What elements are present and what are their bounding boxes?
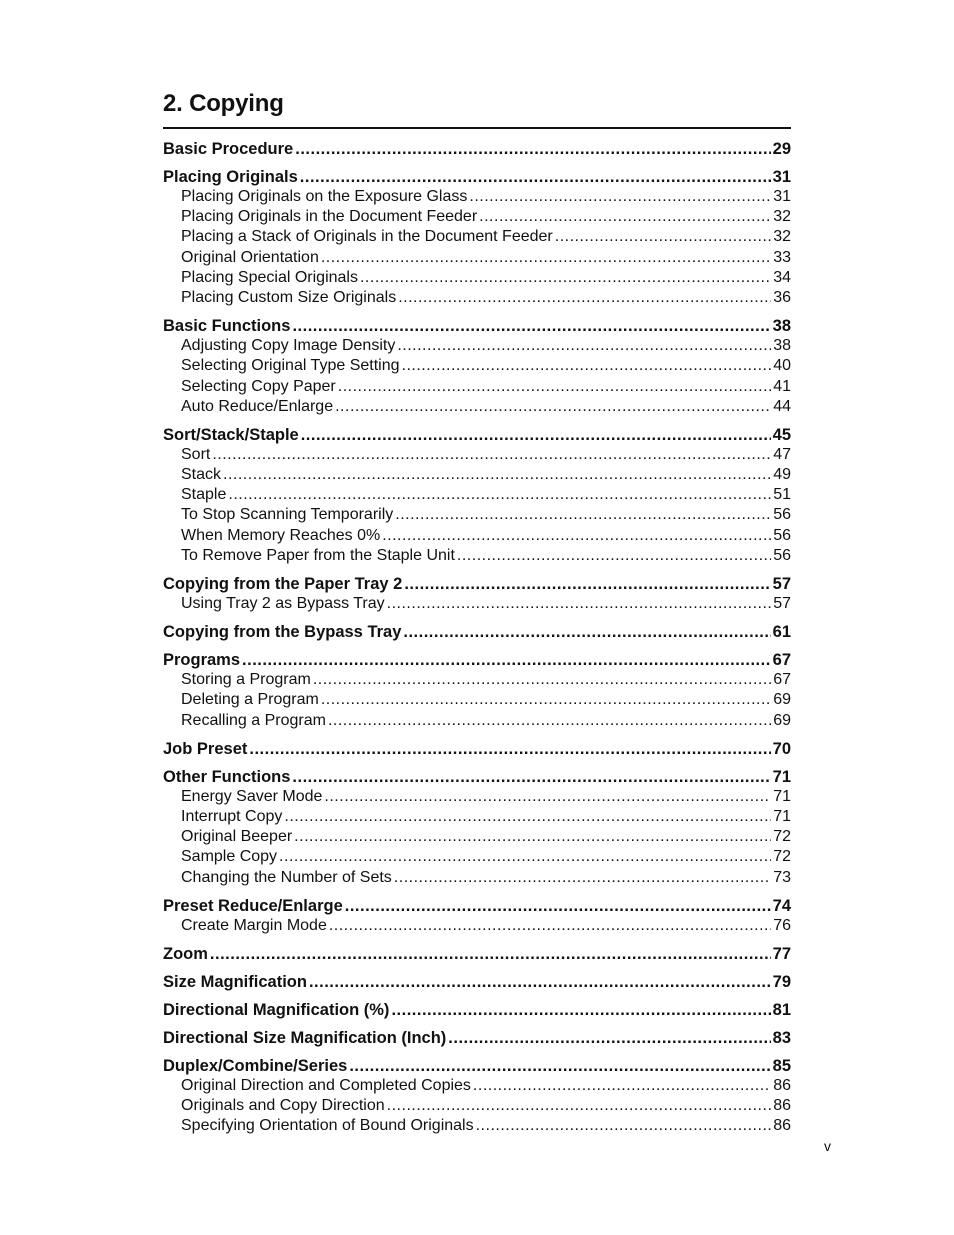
toc-entry-title: Job Preset <box>163 739 248 758</box>
toc-entry-page: 56 <box>773 526 791 544</box>
toc-entry-title: To Remove Paper from the Staple Unit <box>181 546 455 564</box>
toc-subsection-entry[interactable] <box>163 807 791 827</box>
toc-entry-page: 51 <box>773 486 791 504</box>
toc-entry-title: To Stop Scanning Temporarily <box>181 506 394 524</box>
toc-subsection-entry[interactable] <box>163 397 791 417</box>
toc-entry-title: Copying from the Paper Tray 2 <box>163 575 403 593</box>
toc-subsection-entry[interactable] <box>163 1116 791 1136</box>
toc-dot-leader <box>360 268 771 288</box>
toc-subsection-entry[interactable] <box>163 916 791 936</box>
toc-dot-leader <box>212 445 771 465</box>
toc-dot-leader <box>349 1056 770 1076</box>
toc-dot-leader <box>223 465 771 485</box>
toc-subsection-entry[interactable] <box>163 827 791 847</box>
toc-dot-leader <box>345 896 771 916</box>
toc-subsection-entry[interactable] <box>163 465 791 485</box>
toc-subsection-entry[interactable] <box>163 248 791 268</box>
toc-entry-title: Sample Copy <box>181 848 278 866</box>
toc-entry-page: 77 <box>772 944 791 963</box>
toc-dot-leader <box>292 767 770 787</box>
toc-dot-leader <box>403 622 770 642</box>
toc-dot-leader <box>395 505 771 525</box>
toc-subsection-entry[interactable] <box>163 526 791 546</box>
toc-entry-title: Size Magnification <box>163 972 307 991</box>
toc-dot-leader <box>555 227 771 247</box>
toc-entry-title: Selecting Original Type Setting <box>181 357 400 375</box>
toc-subsection-entry[interactable] <box>163 227 791 247</box>
toc-subsection-entry[interactable] <box>163 847 791 867</box>
toc-entry-page: 38 <box>773 337 791 355</box>
toc-entry-page: 86 <box>773 1097 791 1115</box>
toc-dot-leader <box>448 1028 770 1048</box>
toc-entry-page: 40 <box>773 357 791 375</box>
toc-section-entry[interactable] <box>163 622 791 642</box>
toc-entry-page: 45 <box>772 425 791 444</box>
title-divider <box>163 127 791 129</box>
toc-dot-leader <box>457 546 771 566</box>
toc-entry-title: Preset Reduce/Enlarge <box>163 896 343 915</box>
table-of-contents <box>163 137 791 1136</box>
toc-dot-leader <box>301 425 771 445</box>
toc-entry-title: Changing the Number of Sets <box>181 868 392 886</box>
toc-dot-leader <box>469 187 771 207</box>
toc-dot-leader <box>398 288 771 308</box>
toc-dot-leader <box>387 594 772 614</box>
toc-subsection-entry[interactable] <box>163 288 791 308</box>
toc-entry-page: 57 <box>773 595 791 612</box>
toc-dot-leader <box>329 916 771 936</box>
toc-entry-title: Original Beeper <box>181 828 293 846</box>
toc-entry-title: Copying from the Bypass Tray <box>163 623 402 642</box>
toc-entry-title: Adjusting Copy Image Density <box>181 337 396 355</box>
toc-entry-page: 31 <box>773 188 791 205</box>
toc-section-entry[interactable] <box>163 574 791 594</box>
toc-entry-page: 32 <box>773 208 791 226</box>
toc-subsection-entry[interactable] <box>163 690 791 710</box>
toc-entry-title: Sort/Stack/Staple <box>163 425 299 444</box>
toc-entry-title: Create Margin Mode <box>181 916 327 934</box>
toc-entry-title: Placing Originals on the Exposure Glass <box>181 188 468 205</box>
toc-dot-leader <box>335 397 771 417</box>
toc-entry-page: 71 <box>773 807 791 825</box>
toc-section-entry[interactable] <box>163 767 791 787</box>
page-number: v <box>824 1138 831 1154</box>
toc-entry-page: 81 <box>772 1000 791 1019</box>
toc-subsection-entry[interactable] <box>163 1096 791 1116</box>
toc-subsection-entry[interactable] <box>163 546 791 566</box>
toc-entry-page: 32 <box>773 228 791 246</box>
toc-entry-title: Placing Originals in the Document Feeder <box>181 208 478 226</box>
toc-entry-title: Using Tray 2 as Bypass Tray <box>181 595 385 612</box>
chapter-title: 2. Copying <box>163 90 284 117</box>
toc-dot-leader <box>402 356 772 376</box>
toc-entry-page: 38 <box>772 317 791 336</box>
toc-dot-leader <box>249 739 770 759</box>
toc-entry-title: Stack <box>181 466 222 484</box>
toc-subsection-entry[interactable] <box>163 670 791 690</box>
toc-entry-page: 57 <box>772 575 791 593</box>
toc-dot-leader <box>476 1116 772 1136</box>
toc-entry-page: 69 <box>773 691 791 709</box>
toc-section-entry[interactable] <box>163 944 791 964</box>
toc-entry-title: Basic Procedure <box>163 140 294 158</box>
toc-dot-leader <box>321 248 771 268</box>
toc-subsection-entry[interactable] <box>163 594 791 614</box>
toc-entry-title: Auto Reduce/Enlarge <box>181 397 334 415</box>
toc-entry-page: 47 <box>773 445 791 463</box>
toc-entry-title: Original Direction and Completed Copies <box>181 1076 471 1094</box>
toc-subsection-entry[interactable] <box>163 207 791 227</box>
toc-entry-title: When Memory Reaches 0% <box>181 526 381 544</box>
toc-entry-title: Recalling a Program <box>181 711 326 729</box>
toc-entry-page: 74 <box>772 896 791 915</box>
toc-entry-page: 86 <box>773 1117 791 1135</box>
toc-subsection-entry[interactable] <box>163 187 791 207</box>
toc-entry-title: Placing a Stack of Originals in the Document Feeder <box>181 228 553 246</box>
toc-entry-page: 71 <box>773 787 791 805</box>
toc-entry-page: 85 <box>772 1056 791 1075</box>
toc-entry-title: Selecting Copy Paper <box>181 377 336 395</box>
toc-entry-page: 31 <box>772 168 791 186</box>
toc-entry-title: Placing Originals <box>163 168 298 186</box>
toc-dot-leader <box>479 207 771 227</box>
toc-subsection-entry[interactable] <box>163 1076 791 1096</box>
toc-dot-leader <box>295 139 770 159</box>
toc-subsection-entry[interactable] <box>163 377 791 397</box>
toc-dot-leader <box>309 972 771 992</box>
toc-entry-title: Staple <box>181 486 227 504</box>
toc-entry-page: 67 <box>773 671 791 689</box>
toc-subsection-entry[interactable] <box>163 505 791 525</box>
toc-dot-leader <box>382 526 771 546</box>
toc-entry-title: Specifying Orientation of Bound Originals <box>181 1117 474 1135</box>
toc-subsection-entry[interactable] <box>163 268 791 288</box>
toc-entry-title: Directional Magnification (%) <box>163 1000 390 1019</box>
toc-entry-page: 73 <box>773 868 791 886</box>
toc-entry-page: 36 <box>773 288 791 306</box>
toc-entry-page: 79 <box>772 972 791 991</box>
toc-dot-leader <box>394 868 771 888</box>
toc-subsection-entry[interactable] <box>163 336 791 356</box>
toc-entry-title: Originals and Copy Direction <box>181 1097 385 1115</box>
toc-entry-page: 49 <box>773 466 791 484</box>
toc-dot-leader <box>228 485 771 505</box>
toc-entry-page: 67 <box>772 651 791 670</box>
toc-entry-title: Duplex/Combine/Series <box>163 1056 348 1075</box>
toc-section-entry[interactable] <box>163 139 791 159</box>
toc-dot-leader <box>292 316 770 336</box>
toc-entry-page: 29 <box>772 140 791 158</box>
toc-dot-leader <box>328 711 771 731</box>
toc-entry-page: 61 <box>772 623 791 642</box>
toc-entry-page: 44 <box>773 397 791 415</box>
toc-section-entry[interactable] <box>163 739 791 759</box>
toc-entry-title: Zoom <box>163 944 208 963</box>
toc-entry-title: Basic Functions <box>163 317 291 336</box>
toc-section-entry[interactable] <box>163 896 791 916</box>
toc-entry-page: 72 <box>773 848 791 866</box>
toc-section-entry[interactable] <box>163 316 791 336</box>
toc-entry-page: 41 <box>773 377 791 395</box>
toc-entry-page: 69 <box>773 711 791 729</box>
toc-entry-page: 56 <box>773 546 791 564</box>
toc-dot-leader <box>300 167 771 187</box>
toc-subsection-entry[interactable] <box>163 787 791 807</box>
toc-dot-leader <box>391 1000 770 1020</box>
toc-dot-leader <box>473 1076 771 1096</box>
toc-dot-leader <box>279 847 771 867</box>
toc-section-entry[interactable] <box>163 1028 791 1048</box>
toc-entry-page: 34 <box>773 268 791 286</box>
toc-dot-leader <box>397 336 771 356</box>
toc-entry-title: Programs <box>163 651 241 670</box>
toc-section-entry[interactable] <box>163 1056 791 1076</box>
toc-entry-page: 56 <box>773 506 791 524</box>
toc-section-entry[interactable] <box>163 167 791 187</box>
toc-section-entry[interactable] <box>163 425 791 445</box>
toc-entry-page: 86 <box>773 1076 791 1094</box>
toc-dot-leader <box>338 377 771 397</box>
toc-entry-title: Placing Special Originals <box>181 268 358 286</box>
toc-entry-title: Sort <box>181 445 211 463</box>
toc-section-entry[interactable] <box>163 1000 791 1020</box>
toc-entry-page: 72 <box>773 828 791 846</box>
toc-dot-leader <box>313 670 771 690</box>
toc-dot-leader <box>294 827 771 847</box>
toc-subsection-entry[interactable] <box>163 711 791 731</box>
toc-entry-title: Energy Saver Mode <box>181 787 323 805</box>
toc-dot-leader <box>242 650 771 670</box>
toc-subsection-entry[interactable] <box>163 356 791 376</box>
toc-entry-page: 76 <box>773 916 791 934</box>
toc-entry-page: 33 <box>773 248 791 266</box>
toc-dot-leader <box>404 574 770 594</box>
toc-entry-page: 70 <box>772 739 791 758</box>
toc-section-entry[interactable] <box>163 972 791 992</box>
toc-dot-leader <box>321 690 771 710</box>
toc-entry-title: Other Functions <box>163 767 291 786</box>
toc-entry-title: Deleting a Program <box>181 691 319 709</box>
toc-entry-title: Directional Size Magnification (Inch) <box>163 1028 447 1047</box>
toc-dot-leader <box>387 1096 772 1116</box>
toc-entry-title: Placing Custom Size Originals <box>181 288 397 306</box>
toc-dot-leader <box>210 944 771 964</box>
toc-section-entry[interactable] <box>163 650 791 670</box>
toc-entry-title: Storing a Program <box>181 671 311 689</box>
toc-entry-page: 71 <box>772 767 791 786</box>
toc-subsection-entry[interactable] <box>163 445 791 465</box>
toc-entry-title: Original Orientation <box>181 248 319 266</box>
toc-subsection-entry[interactable] <box>163 485 791 505</box>
toc-dot-leader <box>324 787 771 807</box>
toc-entry-title: Interrupt Copy <box>181 807 283 825</box>
toc-subsection-entry[interactable] <box>163 868 791 888</box>
toc-entry-page: 83 <box>772 1028 791 1047</box>
toc-dot-leader <box>284 807 771 827</box>
